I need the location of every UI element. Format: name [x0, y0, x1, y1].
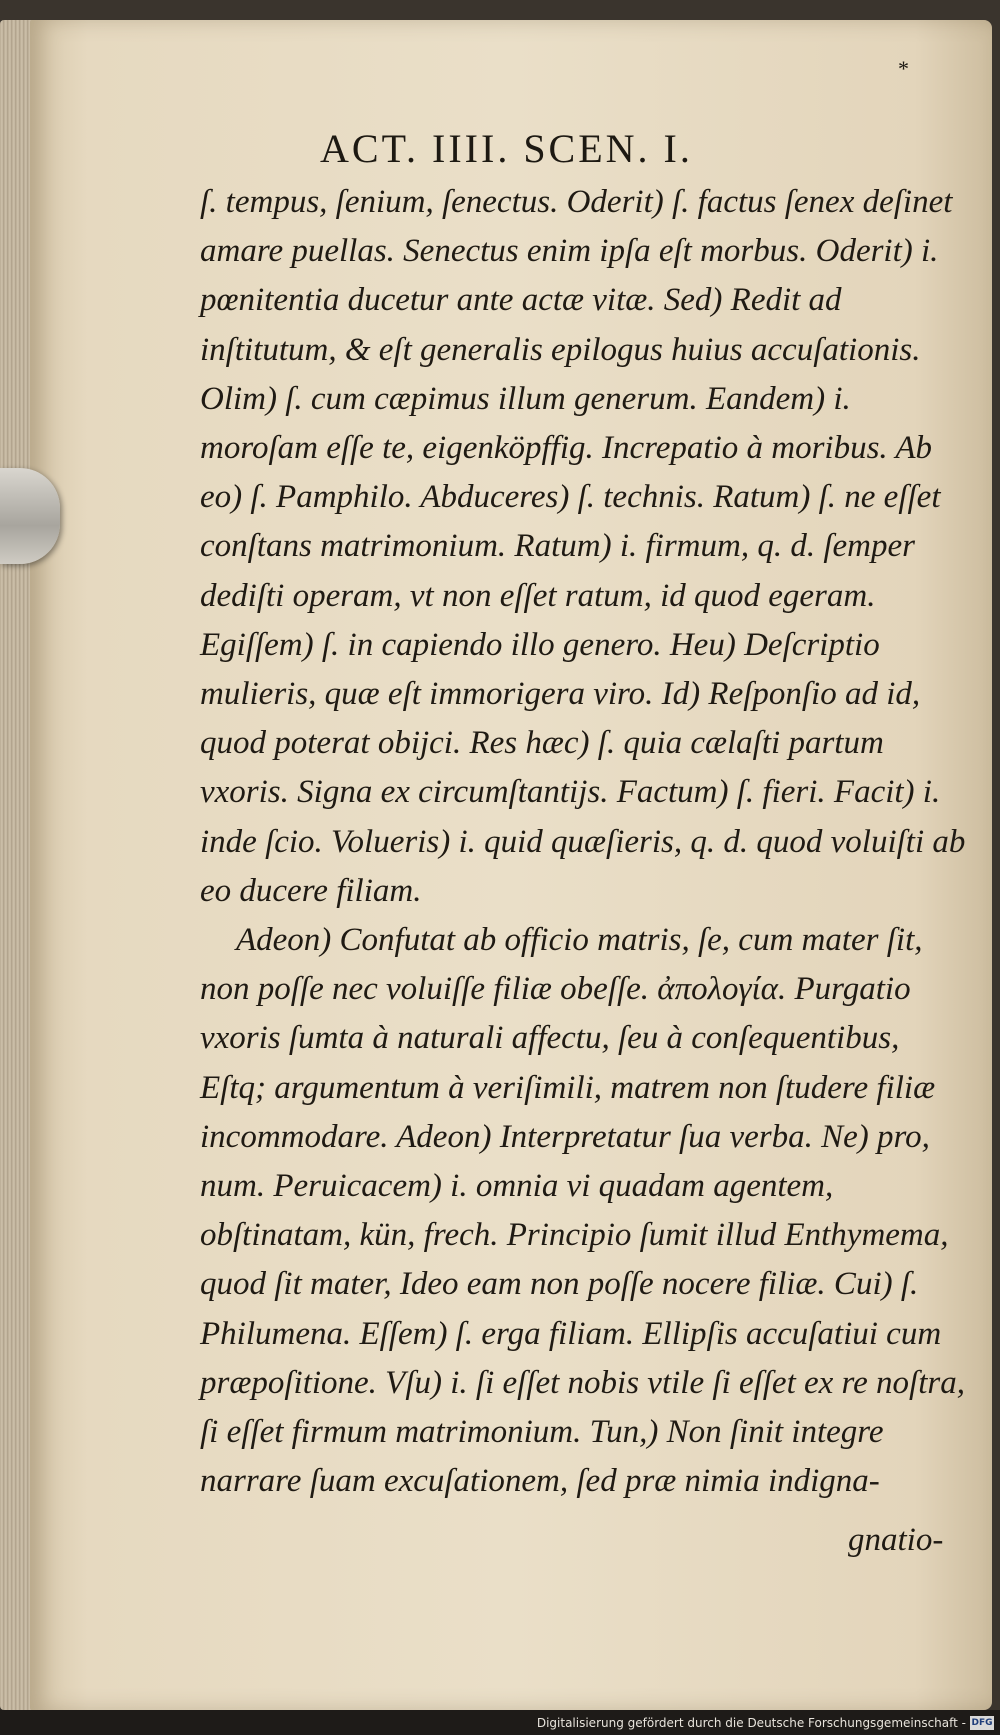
page-header: ACT. IIII. SCEN. I.	[320, 126, 693, 171]
footer-credit: Digitalisierung gefördert durch die Deutsche Forschungsgemeinschaft -	[536, 1716, 966, 1730]
dfg-logo: DFG	[971, 1718, 993, 1728]
page-body	[200, 178, 970, 1506]
paragraph-2: Adeon) Confutat ab officio matris, ſe, cum mater ſit, non poſſe nec voluiſſe filiæ obeſſe. ἀπολογία. Purgatio vxoris ſumta à naturali affectu, ſeu à conſequentibus, Eſtq; argumentum à veriſimili, matrem non ſtudere filiæ incommodare. Adeon) Interpretatur ſua verba. Ne) pro, num. Peruicacem) i. omnia vi quadam agentem, obſtinatam, kün, frech. Principio ſumit illud Enthymema, quod ſit mater, Ideo eam non poſſe nocere filiæ. Cui) ſ. Philumena. Eſſem) ſ. erga filiam. Ellipſis accuſatiui cum præpoſitione. Vſu) i. ſi eſſet nobis vtile ſi eſſet ex re noſtra, ſi eſſet firmum matrimonium. Tun,) Non ſinit integre narrare ſuam excuſationem, ſed præ nimia indigna-	[200, 922, 965, 1500]
paragraph-1: ſ. tempus, ſenium, ſenectus. Oderit) ſ. factus ſenex deſinet amare puellas. Senectus enim ipſa eſt morbus. Oderit) i. pœnitentia ducetur ante actæ vitæ. Sed) Redit ad inſtitutum, & eſt generalis epilogus huius accuſationis. Olim) ſ. cum cæpimus illum generum. Eandem) i. moroſam eſſe te, eigenköpffig. Increpatio à moribus. Ab eo) ſ. Pamphilo. Abduceres) ſ. technis. Ratum) ſ. ne eſſet conſtans matrimonium. Ratum) i. firmum, q. d. ſemper dediſti operam, vt non eſſet ratum, id quod egeram. Egiſſem) ſ. in capiendo illo genero. Heu) Deſcriptio mulieris, quæ eſt immorigera viro. Id) Reſponſio ad id, quod poterat obijci. Res hæc) ſ. quia cælaſti partum vxoris. Signa ex circumſtantijs. Factum) ſ. fieri. Facit) i. inde ſcio. Volueris) i. quid quæſieris, q. d. quod voluiſti ab eo ducere filiam.	[200, 184, 966, 909]
book-page-edges	[0, 20, 34, 1710]
catchword: gnatio-	[848, 1522, 944, 1558]
page-mark: *	[898, 56, 909, 81]
